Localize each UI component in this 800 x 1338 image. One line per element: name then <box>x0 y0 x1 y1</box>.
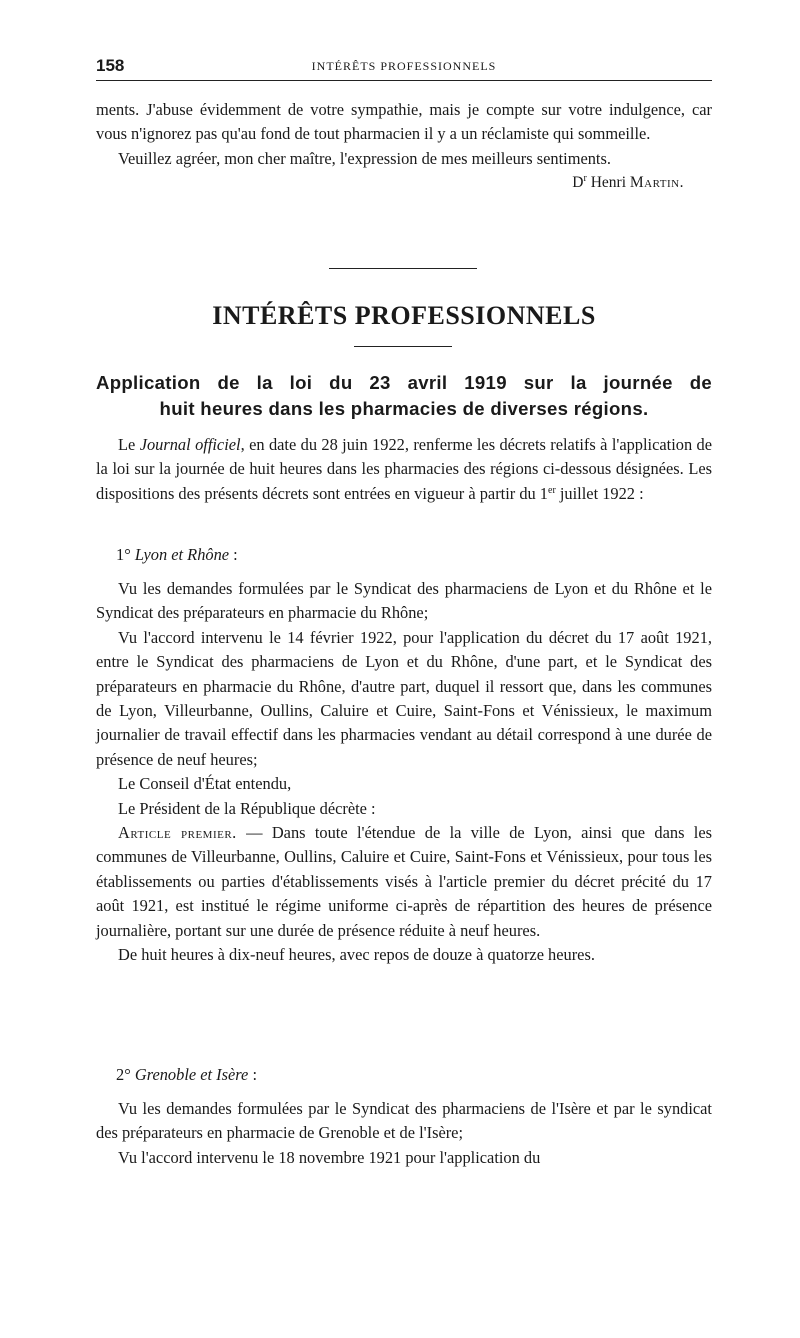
grenoble-heading-text: Grenoble et Isère <box>134 1065 249 1084</box>
lyon-paragraph-5: De huit heures à dix-neuf heures, avec repos de douze à quatorze heures. <box>118 945 595 965</box>
running-head <box>96 54 712 81</box>
letter-closing: Veuillez agréer, mon cher maître, l'expression de mes meilleurs sentiments. <box>118 148 611 168</box>
letter-paragraph: ments. J'abuse évidemment de votre sympathie, mais je compte sur votre indulgence, car vous n'ignorez pas qu'au fond de tout pharmacien il y a un réclamiste qui sommeille. <box>96 100 712 144</box>
signature-title: D <box>572 174 584 192</box>
intro-end: juillet 1922 : <box>555 483 644 503</box>
lyon-heading <box>96 543 712 567</box>
article-text: — Dans toute l'étendue de la ville de Lyon, ainsi que dans les communes de Villeurbanne, Oullins, Caluire et Cuire, Saint-Fons et Vénissieux, pour tous les établissements ou parties d'établissements visés à l'article premier du décret précité du 17 août 1921, est institué le régime uniforme ci-après de répartition des heures de présence journalière, portant sur une durée de présence réduite à neuf heures. <box>96 823 712 940</box>
lyon-heading-colon: : <box>229 545 238 564</box>
letter-ending <box>96 98 712 195</box>
intro-paragraph <box>96 433 712 506</box>
subtitle-line-2: huit heures dans les pharmacies de diverses régions. <box>159 398 649 419</box>
grenoble-heading <box>96 1063 712 1087</box>
lyon-paragraph-4: Le Président de la République décrète : <box>118 798 376 818</box>
section-title: INTÉRÊTS PROFESSIONNELS <box>212 301 596 330</box>
separator-rule <box>329 268 477 269</box>
signature-last-name: Martin. <box>629 174 684 192</box>
signature <box>96 171 712 195</box>
title-underline <box>354 346 452 347</box>
lyon-heading-number: 1° <box>116 545 131 564</box>
subtitle-line-1: Application de la loi du 23 avril 1919 sur la journée de <box>96 372 712 393</box>
intro-sup: er <box>548 484 556 496</box>
article-subtitle <box>96 370 712 422</box>
lyon-section <box>96 543 712 567</box>
signature-title-sup: r <box>583 173 587 185</box>
lyon-paragraph-3: Le Conseil d'État entendu, <box>118 774 292 794</box>
grenoble-paragraph-2: Vu l'accord intervenu le 18 novembre 1921 pour l'application du <box>118 1147 541 1167</box>
running-title: INTÉRÊTS PROFESSIONNELS <box>311 59 497 73</box>
lyon-article <box>96 821 712 943</box>
intro-block <box>96 433 712 506</box>
signature-first-name: Henri <box>590 174 627 192</box>
grenoble-section <box>96 1063 712 1087</box>
grenoble-body <box>96 1097 712 1170</box>
grenoble-paragraph-1: Vu les demandes formulées par le Syndicat des pharmaciens de l'Isère et par le syndicat des préparateurs en pharmacie de Grenoble et de l'Isère; <box>96 1099 712 1143</box>
lyon-body <box>96 577 712 968</box>
page-number: 158 <box>96 56 125 75</box>
lyon-paragraph-2: Vu l'accord intervenu le 14 février 1922, pour l'application du décret du 17 août 1921, entre le Syndicat des pharmaciens de Lyon et du Rhône, d'une part, et le Syndicat des préparateurs en pharmacie du Rhône, d'autre part, duquel il ressort que, dans les communes de Lyon, Villeurbanne, Oullins, Caluire et Cuire, Saint-Fons et Vénissieux, le maximum journalier de travail effectif dans les pharmacies vendant au détail correspond à une durée de présence de neuf heures; <box>96 627 712 769</box>
article-label: Article premier. <box>118 823 237 843</box>
lyon-paragraph-1: Vu les demandes formulées par le Syndicat des pharmaciens de Lyon et du Rhône et le Syndicat des préparateurs en pharmacie du Rhône; <box>96 579 712 623</box>
lyon-heading-text: Lyon et Rhône <box>134 545 230 564</box>
grenoble-heading-colon: : <box>248 1065 257 1084</box>
intro-rest: , en date du 28 juin 1922, renferme les décrets relatifs à l'application de la loi sur la journée de huit heures dans les pharmacies des régions ci-dessous désignées. Les dispositions des présents décrets sont entrées en vigueur à partir du 1 <box>96 435 713 503</box>
intro-lead: Le <box>118 435 140 454</box>
grenoble-heading-number: 2° <box>116 1065 131 1084</box>
journal-name: Journal officiel <box>139 435 241 454</box>
